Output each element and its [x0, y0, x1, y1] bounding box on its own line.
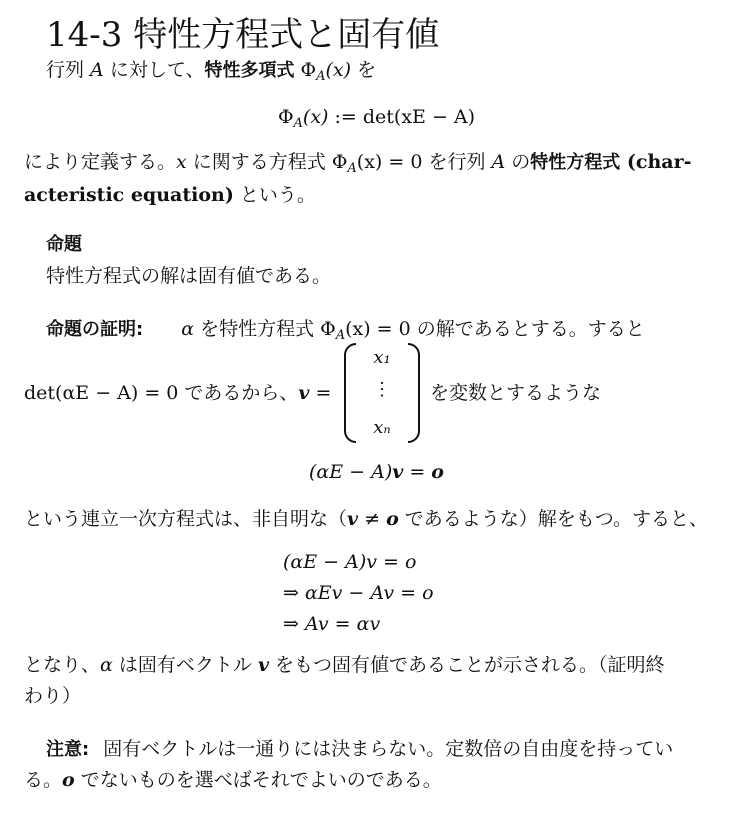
phi-arg: (x) — [325, 59, 352, 81]
proof-l2b: であるから、 — [178, 382, 299, 404]
section-title: 14-3 特性方程式と固有値 — [46, 15, 440, 55]
sys-v: v — [392, 461, 404, 483]
left-paren — [344, 343, 356, 443]
matrix-xn: xₙ — [373, 417, 391, 438]
def-subscript: A — [293, 116, 303, 131]
term-english-2: acteristic equation) — [24, 184, 234, 206]
proof-l1a: を特性方程式 Φ — [194, 318, 336, 340]
proof-l2c: を変数とするような — [430, 382, 602, 404]
note-line-1 — [46, 732, 673, 767]
derivation-line-3: ⇒ Av = αv — [283, 613, 381, 635]
note-l1: 固有ベクトルは一通りには決まらない。定数倍の自由度を持ってい — [103, 738, 674, 760]
sys-b: = — [403, 461, 432, 483]
p2-mid3: の — [505, 151, 531, 173]
note-l2b: でないものを選べばそれでよいのである。 — [74, 769, 442, 791]
vector-v: v — [298, 382, 310, 404]
right-paren — [408, 343, 420, 443]
conclusion-line-1 — [24, 648, 665, 682]
def-rhs: := det(xE − A) — [328, 106, 476, 128]
note-heading: 注意: — [46, 739, 90, 760]
p4-b: は固有ベクトル — [112, 654, 258, 676]
note-line-2 — [24, 763, 442, 797]
p3-b: であるような）解をもつ。すると、 — [398, 508, 709, 530]
p2-subscript: A — [347, 161, 357, 176]
note-l2a: る。 — [24, 769, 63, 791]
proof-alpha: α — [181, 318, 195, 340]
intro-post: を — [351, 59, 377, 81]
term-characteristic-equation: 特性方程式 — [530, 152, 621, 173]
term-characteristic-polynomial: 特性多項式 — [204, 60, 295, 81]
system-equation — [0, 455, 753, 489]
p4-v: v — [257, 654, 269, 676]
vector-matrix — [344, 343, 420, 445]
intro-line — [46, 53, 376, 94]
matrix-vdots: ⋮ — [373, 379, 391, 400]
p2-post: という。 — [233, 184, 316, 206]
p4-c: をもつ固有値であることが示される。（証明終 — [269, 654, 665, 676]
p2-a: A — [491, 151, 506, 173]
p4-a: となり、 — [24, 654, 101, 676]
intro-mid: に対して、 — [103, 59, 205, 81]
p3-ne: ≠ — [358, 508, 387, 530]
definition-line-2 — [24, 178, 316, 212]
intro-pre: 行列 — [46, 59, 91, 81]
sys-o: o — [431, 461, 444, 483]
def-lhs: Φ — [277, 106, 294, 128]
p3-a: という連立一次方程式は、非自明な（ — [24, 508, 348, 530]
p2-eq: (x) = 0 — [356, 151, 423, 173]
derivation-line-1: (αE − A)v = o — [283, 551, 417, 573]
phi-subscript: A — [316, 69, 326, 84]
proof-subscript: A — [335, 328, 346, 343]
p2-x: x — [176, 151, 187, 173]
matrix-x1: x₁ — [373, 347, 391, 368]
p2-pre: により定義する。 — [24, 151, 177, 173]
nontrivial-line — [24, 502, 708, 536]
phi: Φ — [294, 59, 317, 81]
p3-v: v — [347, 508, 359, 530]
derivation — [283, 547, 434, 640]
proof-eq: = — [309, 382, 332, 404]
derivation-line-2: ⇒ αEv − Av = o — [283, 582, 434, 604]
proposition-heading: 命題 — [46, 234, 82, 255]
def-arg: (x) — [302, 106, 329, 128]
proof-l1b: (x) = 0 — [345, 318, 411, 340]
note-o: o — [62, 769, 75, 791]
sys-a: (αE − A) — [309, 461, 393, 483]
proof-l1c: の解であるとする。すると — [410, 318, 645, 340]
term-english-1: (char- — [620, 151, 692, 173]
conclusion-line-2: わり） — [24, 685, 82, 707]
proof-det: det(αE − A) = 0 — [24, 382, 179, 404]
proof-line-2 — [24, 376, 331, 410]
p2-mid2: を行列 — [422, 151, 492, 173]
p3-o: o — [386, 508, 399, 530]
p4-alpha: α — [100, 654, 113, 676]
matrix-a: A — [90, 59, 104, 81]
definition-equation — [0, 100, 753, 141]
proof-heading: 命題の証明: — [46, 319, 144, 340]
proposition-body: 特性方程式の解は固有値である。 — [46, 265, 332, 287]
p2-mid: に関する方程式 Φ — [186, 151, 348, 173]
